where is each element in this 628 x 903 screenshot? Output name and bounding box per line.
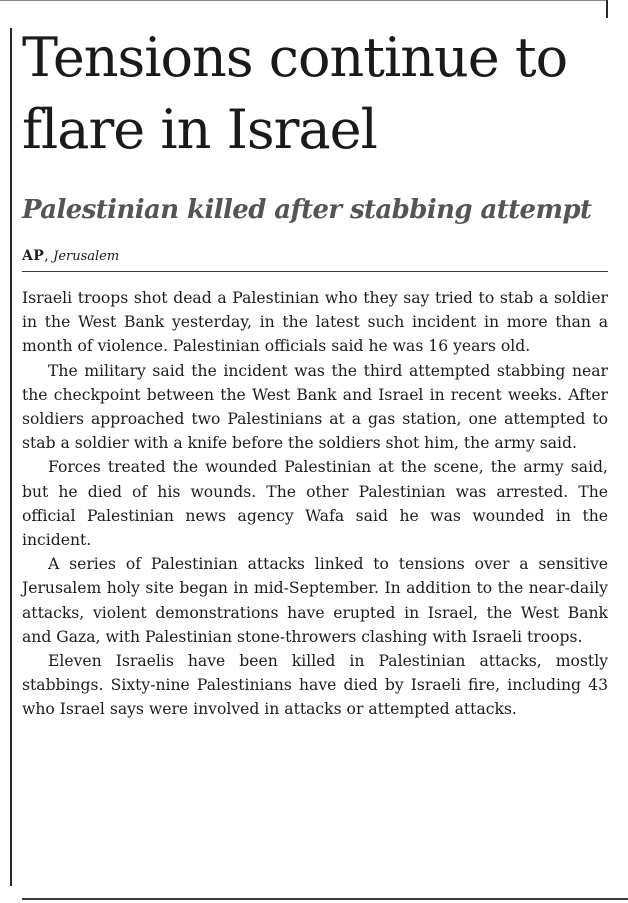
body-paragraph: Israeli troops shot dead a Palestinian who they say tried to stab a soldier in the West Bank yesterday, in the latest such incident in more than a month of violence. Palestinian officials said he was 16 years old.	[22, 289, 608, 356]
bottom-border-rule	[22, 898, 628, 900]
byline-divider	[22, 271, 608, 272]
body-paragraph: Eleven Israelis have been killed in Palestinian attacks, mostly stabbings. Sixty-nine Palestinians have died by Israeli fire, including 43 who Israel says were involved in attacks or attempted attacks.	[22, 652, 608, 719]
byline-location: Jerusalem	[53, 249, 120, 264]
byline-separator: ,	[44, 248, 54, 264]
article-body	[22, 286, 608, 722]
body-paragraph: The military said the incident was the third attempted stabbing near the checkpoint between the West Bank and Israel in recent weeks. After soldiers approached two Palestinians at a gas station, one attempted to stab a soldier with a knife before the soldiers shot him, the army said.	[22, 361, 608, 453]
article-subheadline: Palestinian killed after stabbing attempt	[22, 195, 592, 225]
article-byline	[22, 246, 119, 267]
top-border-rule	[0, 0, 606, 1]
body-paragraph: A series of Palestinian attacks linked to tensions over a sensitive Jerusalem holy site began in mid-September. In addition to the near-daily attacks, violent demonstrations have erupted in Israel, the West Bank and Gaza, with Palestinian stone-throwers clashing with Israeli troops.	[22, 555, 608, 646]
body-paragraph: Forces treated the wounded Palestinian at the scene, the army said, but he died of his wounds. The other Palestinian was arrested. The official Palestinian news agency Wafa said he was wounded in the incident.	[22, 458, 608, 550]
left-column-rule	[10, 28, 12, 886]
byline-agency: AP	[22, 248, 45, 264]
article-headline: Tensions continue to flare in Israel	[22, 26, 568, 161]
right-border-rule	[606, 0, 608, 18]
